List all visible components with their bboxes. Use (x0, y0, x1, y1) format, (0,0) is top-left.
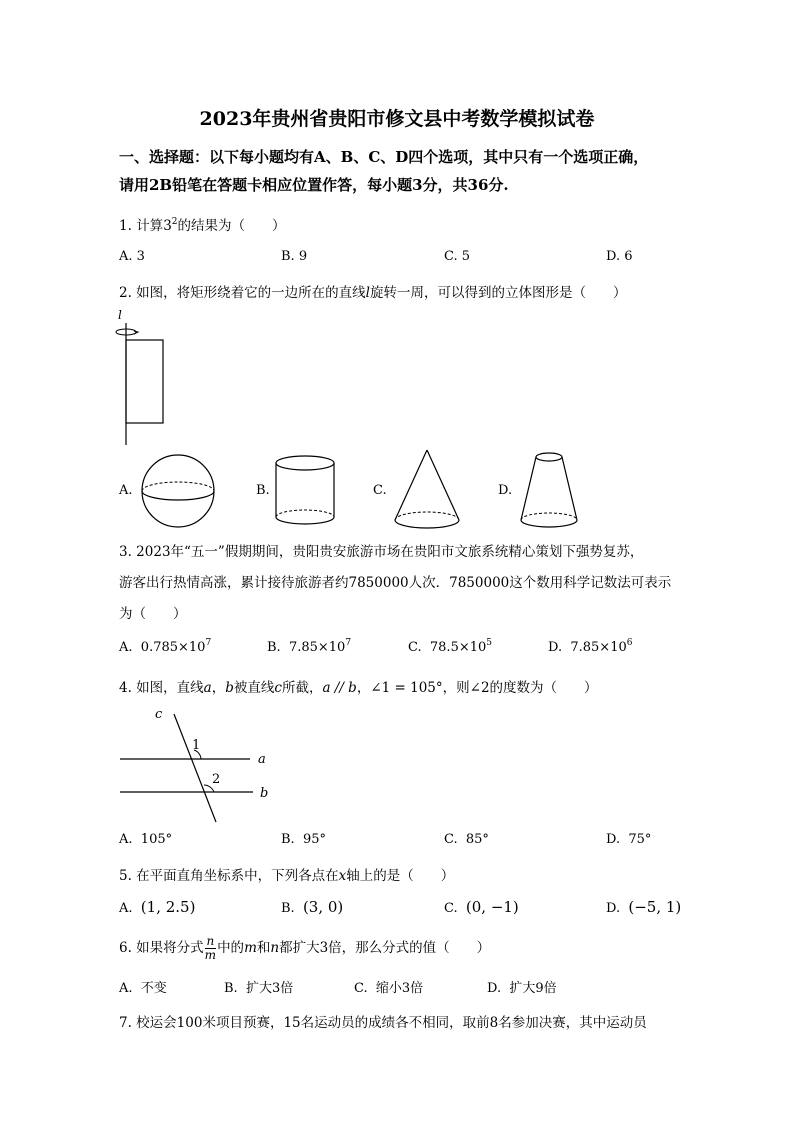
q1-option-b-value: 9 (298, 249, 308, 264)
q1-option-d (606, 249, 633, 264)
q3-option-c-label: C. (408, 640, 422, 655)
sphere-icon (140, 453, 216, 529)
question-3-line-2: 游客出行热情高涨，累计接待旅游者约7850000人次．7850000这个数用科学记数法可表示 (119, 575, 672, 591)
q4-option-a-label: A. (119, 832, 133, 847)
question-4-parallel: a // b (322, 680, 357, 696)
section-heading-line-1: 一、选择题：以下每小题均有A、B、C、D四个选项，其中只有一个选项正确， (119, 148, 649, 166)
question-6-fraction-denominator: m (204, 948, 217, 962)
question-2 (119, 281, 627, 301)
q1-option-a-value: 3 (136, 249, 145, 264)
question-4-text-1: 4. 如图，直线 (119, 680, 204, 696)
question-3-line-3: 为（ ） (119, 606, 187, 622)
q4-option-c-label: C. (444, 832, 458, 847)
q5-option-a-label: A. (119, 901, 133, 916)
frustum-icon (518, 450, 580, 532)
question-5-text-2: 轴上的是（ ） (346, 868, 455, 884)
question-4 (119, 676, 598, 696)
q6-option-d-value: 扩大9倍 (509, 981, 557, 996)
q4-option-b (281, 832, 326, 847)
question-6-fraction (205, 935, 216, 962)
q4-angle-1-label: 1 (192, 738, 201, 753)
question-1-text-after: 的结果为（ ） (177, 218, 286, 234)
q1-option-a-label: A. (119, 249, 133, 264)
q4-option-b-value: 95° (302, 832, 326, 847)
q4-option-b-label: B. (281, 832, 295, 847)
q3-option-b-exp: 7 (345, 638, 352, 648)
q3-option-c-exp: 5 (486, 638, 493, 648)
question-2-text: 2. 如图，将矩形绕着它的一边所在的直线 (119, 285, 366, 301)
q4-option-d-value: 75° (628, 832, 652, 847)
q2-rectangle-figure (110, 305, 180, 450)
q1-option-c-value: 5 (461, 249, 471, 264)
question-1-text-before: 计算 (136, 218, 164, 234)
q6-option-a-value: 不变 (140, 981, 167, 996)
question-1-exponent: 2 (171, 217, 178, 227)
q3-option-a-label: A. (119, 640, 133, 655)
q5-option-c-label: C. (444, 901, 458, 916)
q1-option-c-label: C. (444, 249, 458, 264)
question-4-var-c: c (274, 680, 282, 696)
q5-option-c (444, 898, 519, 916)
q4-label-c: c (155, 707, 163, 722)
q2-option-c-label: C. (373, 483, 387, 498)
question-4-text-3: 所截， (281, 680, 323, 696)
question-4-text-4: ，∠1 = 105°，则∠2的度数为（ ） (356, 680, 598, 696)
q1-option-d-label: D. (606, 249, 621, 264)
q4-label-a: a (258, 752, 266, 767)
q5-option-b-value: (3, 0) (302, 898, 344, 916)
q5-option-c-value: (0, −1) (465, 898, 519, 916)
q3-option-d-mantissa: 7.85×10 (570, 640, 627, 655)
question-6-text-4: 都扩大3倍，那么分式的值（ ） (279, 940, 491, 956)
question-4-text-2: 被直线 (233, 680, 275, 696)
question-6 (119, 935, 490, 962)
q6-option-c-label: C. (354, 981, 368, 996)
q6-option-a-label: A. (119, 981, 133, 996)
q6-option-b-label: B. (224, 981, 238, 996)
q3-option-b-label: B. (267, 640, 281, 655)
q6-option-b (224, 977, 293, 996)
q5-option-d-value: (−5, 1) (628, 898, 682, 916)
cone-icon (392, 448, 462, 532)
q5-option-a (119, 898, 195, 916)
q3-option-c-mantissa: 78.5×10 (429, 640, 487, 655)
question-6-text-2: 中的 (217, 940, 245, 956)
page-title: 2023年贵州省贵阳市修文县中考数学模拟试卷 (199, 108, 595, 130)
q5-option-a-value: (1, 2.5) (140, 898, 196, 916)
q3-option-b-mantissa: 7.85×10 (288, 640, 346, 655)
question-2-var: l (365, 285, 370, 301)
q3-option-c (408, 640, 492, 655)
q4-label-b: b (260, 786, 269, 801)
q4-option-a (119, 832, 172, 847)
q5-option-b (281, 898, 343, 916)
question-4-var-a: a (203, 680, 212, 696)
q3-option-b (267, 640, 351, 655)
question-6-var-n: n (270, 940, 280, 956)
q2-option-a-label: A. (119, 483, 133, 498)
q4-option-a-value: 105° (140, 832, 173, 847)
question-2-text-after: 旋转一周，可以得到的立体图形是（ ） (370, 285, 627, 301)
q3-option-d-label: D. (548, 640, 563, 655)
cylinder-icon (274, 455, 336, 527)
question-4-sep: ， (211, 680, 226, 696)
question-5-var-x: x (338, 868, 347, 884)
q4-option-d-label: D. (606, 832, 621, 847)
q3-option-a-exp: 7 (205, 638, 212, 648)
q6-option-a (119, 977, 167, 996)
q6-option-b-value: 扩大3倍 (245, 981, 294, 996)
question-1-number: 1. (119, 218, 132, 234)
section-heading-line-2: 请用2B铅笔在答题卡相应位置作答，每小题3分，共36分. (119, 176, 509, 194)
q4-option-d (606, 832, 651, 847)
q4-angle-2-label: 2 (212, 772, 221, 787)
q5-option-b-label: B. (281, 901, 295, 916)
question-7: 7. 校运会100米项目预赛，15名运动员的成绩各不相同，取前8名参加决赛，其中运动员 (119, 1015, 647, 1031)
question-1-base: 3 (163, 218, 172, 234)
q2-option-b-label: B. (256, 483, 270, 498)
question-6-var-m: m (244, 940, 257, 956)
q6-option-c (354, 977, 423, 996)
q4-parallel-lines-figure (110, 700, 280, 825)
q1-option-a (119, 249, 145, 264)
question-3-line-1: 3. 2023年“五一”假期期间，贵阳贵安旅游市场在贵阳市文旅系统精心策划下强势复苏， (119, 544, 644, 560)
q3-option-d-exp: 6 (626, 638, 633, 648)
question-6-text-3: 和 (256, 940, 271, 956)
q5-option-d (606, 898, 681, 916)
q1-option-b-label: B. (281, 249, 295, 264)
q4-option-c (444, 832, 489, 847)
q6-option-d-label: D. (487, 981, 502, 996)
q6-option-c-value: 缩小3倍 (375, 981, 424, 996)
question-1 (119, 214, 286, 234)
q4-option-c-value: 85° (465, 832, 489, 847)
question-5 (119, 864, 454, 884)
q6-option-d (487, 977, 557, 996)
question-6-text-1: 6. 如果将分式 (119, 940, 204, 956)
q3-option-a (119, 640, 211, 655)
q1-option-d-value: 6 (624, 249, 633, 264)
q5-option-d-label: D. (606, 901, 621, 916)
question-4-var-b: b (225, 680, 234, 696)
q2-option-d-label: D. (498, 483, 513, 498)
q1-option-b (281, 249, 307, 264)
q3-option-a-mantissa: 0.785×10 (140, 640, 206, 655)
q2-axis-label: l (118, 308, 122, 322)
question-5-text-1: 5. 在平面直角坐标系中，下列各点在 (119, 868, 339, 884)
question-6-fraction-numerator: n (206, 934, 215, 948)
q3-option-d (548, 640, 632, 655)
q1-option-c (444, 249, 470, 264)
